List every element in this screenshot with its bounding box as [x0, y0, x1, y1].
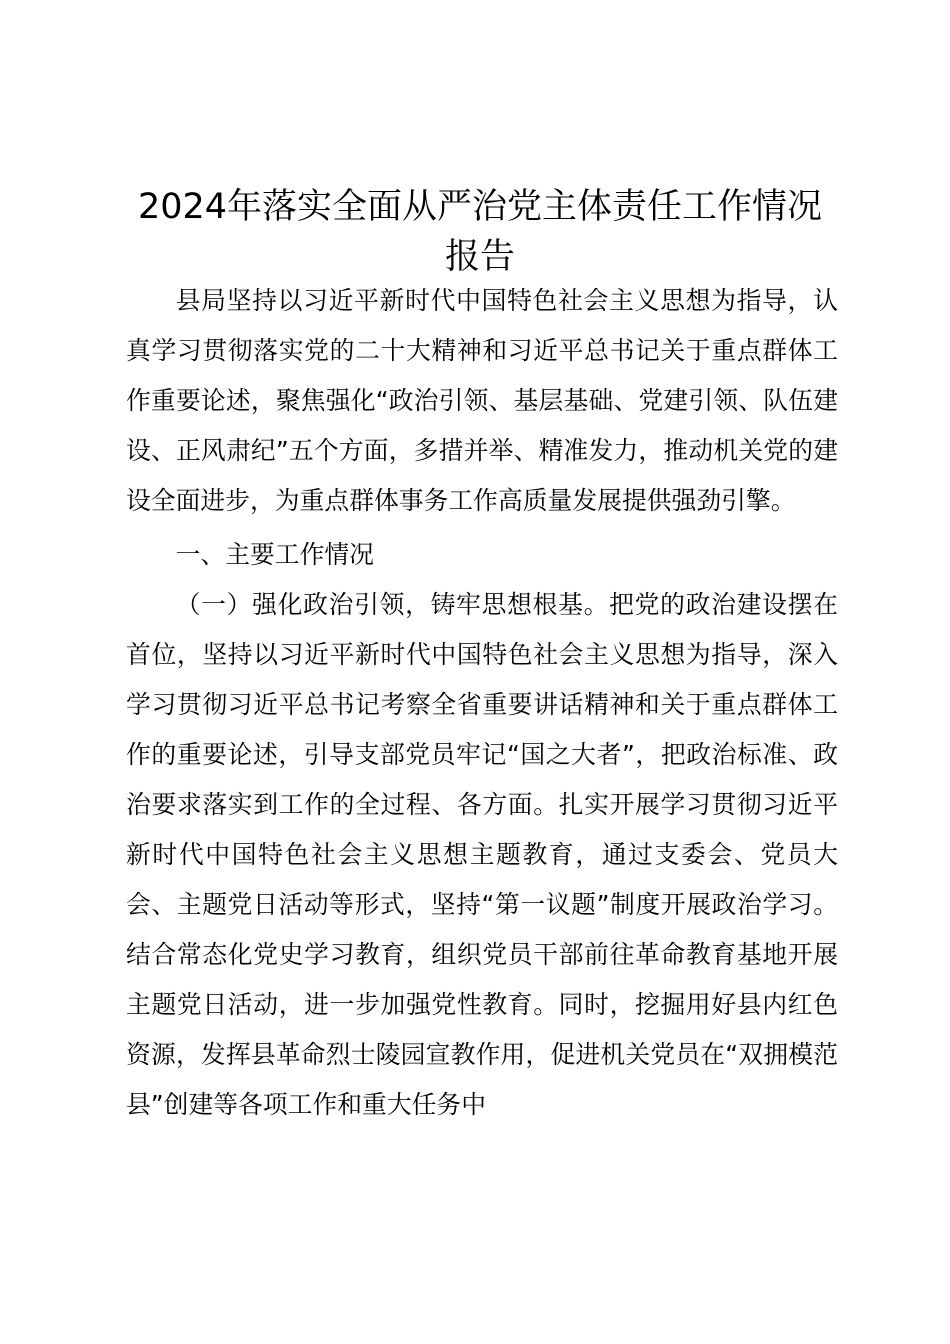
document-body: [126, 276, 838, 1130]
title-line-2: 报告: [444, 237, 515, 277]
document-title: [100, 182, 860, 282]
title-line-1: 2024年落实全面从严治党主体责任工作情况: [137, 187, 823, 227]
section-1-paragraph: （一）强化政治引领，铸牢思想根基。把党的政治建设摆在首位，坚持以习近平新时代中国特色社会主义思想为指导，深入学习贯彻习近平总书记考察全省重要讲话精神和关于重点群体工作的重要论述，引导支部党员牢记“国之大者”，把政治标准、政治要求落实到工作的全过程、各方面。扎实开展学习贯彻习近平新时代中国特色社会主义思想主题教育，通过支委会、党员大会、主题党日活动等形式，坚持“第一议题”制度开展政治学习。结合常态化党史学习教育，组织党员干部前往革命教育基地开展主题党日活动，进一步加强党性教育。同时，挖掘用好县内红色资源，发挥县革命烈士陵园宣教作用，促进机关党员在“双拥模范县”创建等各项工作和重大任务中: [126, 590, 838, 1119]
intro-paragraph: 县局坚持以习近平新时代中国特色社会主义思想为指导，认真学习贯彻落实党的二十大精神和习近平总书记关于重点群体工作重要论述，聚焦强化“政治引领、基层基础、党建引领、队伍建设、正风肃纪”五个方面，多措并举、精准发力，推动机关党的建设全面进步，为重点群体事务工作高质量发展提供强劲引擎。: [126, 286, 838, 515]
section-heading: 一、主要工作情况: [175, 540, 374, 569]
